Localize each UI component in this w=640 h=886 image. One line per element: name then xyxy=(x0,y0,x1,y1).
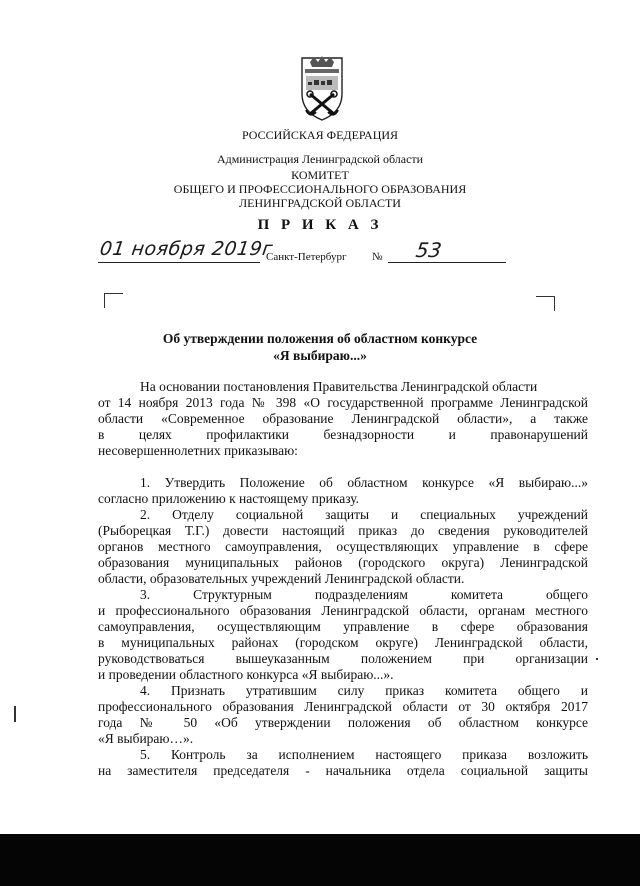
scan-artifact-dot xyxy=(596,658,598,660)
committee-name-line-3: ЛЕНИНГРАДСКОЙ ОБЛАСТИ xyxy=(239,196,401,210)
subject-line-2: «Я выбираю...» xyxy=(273,348,367,363)
body-line: в муниципальных районах (городском округе) Ленинградской области, xyxy=(98,635,588,650)
body-line: области, образовательных учреждений Ленинградской области. xyxy=(98,571,465,586)
country-name: РОССИЙСКАЯ ФЕДЕРАЦИЯ xyxy=(241,128,399,142)
corner-mark-top-left xyxy=(104,293,123,308)
body-line: На основании постановления Правительства Ленинградской области xyxy=(140,379,538,394)
body-line: 4. Признать утратившим силу приказ комитета общего и xyxy=(140,683,588,698)
body-line: руководствоваться вышеуказанным положением при организации xyxy=(98,651,588,666)
body-line: 2. Отделу социальной защиты и специальных учреждений xyxy=(140,507,588,522)
body-line: и профессионального образования Ленинградской области, органам местного xyxy=(98,603,588,618)
scan-artifact-mark xyxy=(14,706,16,722)
body-line: от 14 ноября 2013 года № 398 «О государственной программе Ленинградской xyxy=(98,395,588,410)
body-line: 5. Контроль за исполнением настоящего приказа возложить xyxy=(140,747,588,762)
number-sign: № xyxy=(372,251,383,263)
body-line: 3. Структурным подразделениям комитета общего xyxy=(140,587,588,602)
date-underline xyxy=(98,262,260,263)
body-line: (Рыборецкая Т.Г.) довести настоящий приказ до сведения руководителей xyxy=(98,523,588,538)
body-line: года № 50 «Об утверждении положения об областном конкурсе xyxy=(98,715,588,730)
number-underline xyxy=(388,262,506,263)
committee-title: КОМИТЕТ xyxy=(291,168,349,182)
body-line: и проведении областного конкурса «Я выбираю...». xyxy=(98,667,394,682)
body-line: профессионального образования Ленинградской области от 30 октября 2017 xyxy=(98,699,588,714)
subject-line-1: Об утверждении положения об областном конкурсе xyxy=(162,331,478,346)
body-line: 1. Утвердить Положение об областном конкурсе «Я выбираю...» xyxy=(140,475,588,490)
body-line: в целях профилактики безнадзорности и правонарушений xyxy=(98,427,588,442)
body-line: образования муниципальных районов (городского округа) Ленинградской xyxy=(98,555,588,570)
coat-of-arms-emblem-icon xyxy=(298,54,346,122)
document-type-title: П Р И К А З xyxy=(257,217,383,233)
city-name: Санкт-Петербург xyxy=(266,251,347,263)
scan-bottom-band xyxy=(0,834,640,886)
body-line: самоуправления, осуществляющим управление в сфере образования xyxy=(98,619,588,634)
handwritten-order-number: 53 xyxy=(414,238,444,262)
administration-name: Администрация Ленинградской области xyxy=(216,152,424,166)
body-line: согласно приложению к настоящему приказу. xyxy=(98,491,360,506)
committee-name-line-2: ОБЩЕГО И ПРОФЕССИОНАЛЬНОГО ОБРАЗОВАНИЯ xyxy=(173,182,467,196)
body-line: органов местного самоуправления, осуществляющих управление в сфере xyxy=(98,539,588,554)
handwritten-date: 01 ноября 2019г xyxy=(98,238,275,260)
body-line: «Я выбираю…». xyxy=(98,731,194,746)
body-line: на заместителя председателя - начальника отдела социальной защиты xyxy=(98,763,588,778)
body-line: области «Современное образование Ленинградской области», а также xyxy=(98,411,588,426)
body-line: несовершеннолетних приказываю: xyxy=(98,443,298,458)
corner-mark-top-right xyxy=(536,296,555,311)
